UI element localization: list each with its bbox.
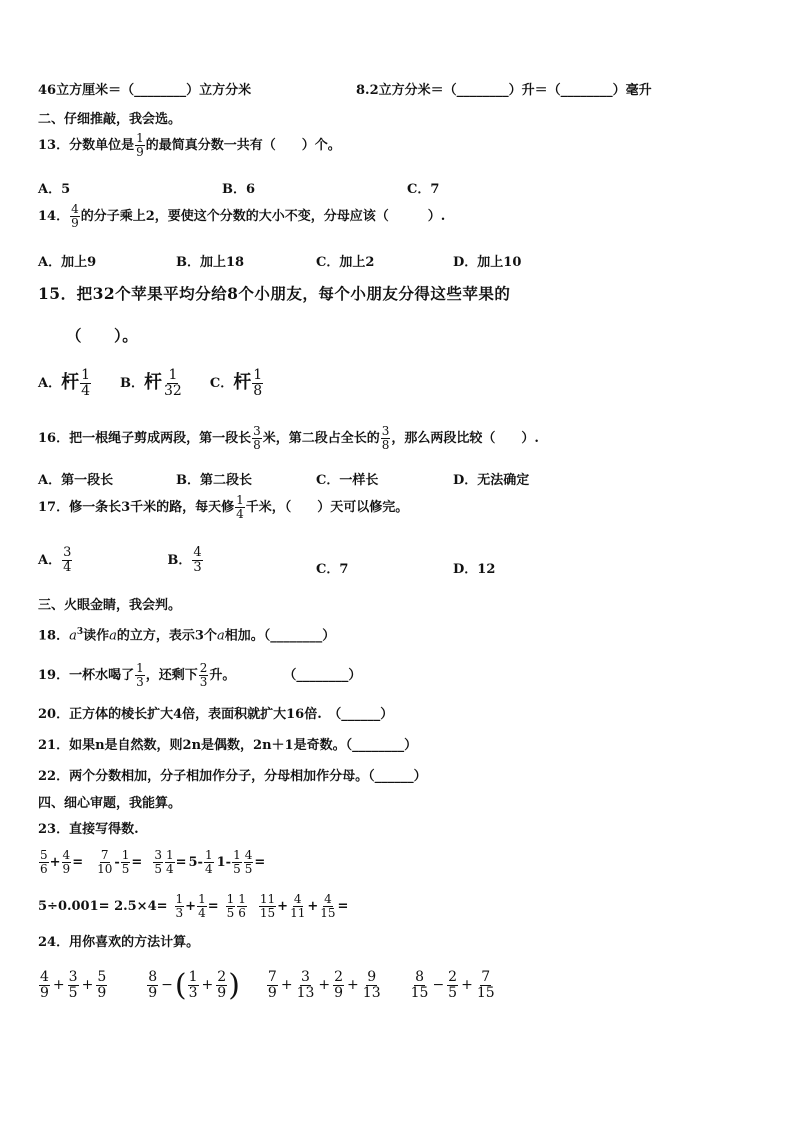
question-15-line-1: 15．把32个苹果平均分给8个小朋友，每个小朋友分得这些苹果的 [38, 284, 511, 303]
option-d[interactable]: D．12 [453, 562, 496, 577]
question-20: 20．正方体的棱长扩大4倍，表面积就扩大16倍. （______） [38, 707, 394, 722]
question-number: 16． [38, 430, 70, 446]
question-number: 13． [38, 137, 70, 153]
option-c[interactable]: C．一样长 [316, 473, 379, 488]
q23-row-1: $\frac{5}{6}$ + $\frac{4}{9}$ = $\frac{7}{10}$ - $\frac{1}{5}$ = $\frac{3}{5}$ $\frac{1}{4}$ = 5- $\frac{1}{4}$ 1- $\frac{1}{5}$ $\frac{4}{5}$ = [40, 848, 266, 876]
fraction: $\frac{3}{8}$ [253, 424, 261, 452]
fraction: $\frac{1}{6}$ [238, 892, 246, 920]
option-b-glyph: 杆 [144, 372, 163, 394]
fraction: $\frac{1}{4}$ [165, 848, 174, 876]
exponent: 3 [76, 627, 84, 637]
option-c[interactable]: C．7 [407, 182, 440, 197]
question-17 [38, 494, 408, 520]
question-13 [38, 132, 341, 158]
question-number: 17． [38, 499, 70, 515]
question-22: 22．两个分数相加，分子相加作分子，分母相加作分母。（______） [38, 769, 427, 784]
question-17-options [38, 546, 204, 574]
q24-expressions [38, 967, 497, 1003]
question-text: 的最简真分数一共有（ ）个。 [145, 137, 341, 153]
question-24-title: 24．用你喜欢的方法计算。 [38, 935, 200, 950]
fraction: $\frac{7}{10}$ [97, 848, 113, 876]
question-18 [38, 628, 335, 642]
option-d[interactable]: D．加上10 [453, 255, 522, 270]
option-b[interactable]: B．加上18 [176, 255, 245, 270]
fraction: $\frac{1}{5}$ [226, 892, 235, 920]
answer-blank: ________ [456, 83, 509, 98]
fraction: $\frac{4}{9}$ [62, 848, 71, 876]
q-dm3-suffix: ）毫升 [612, 83, 652, 98]
calc-text: 5÷0.001= 2.5×4= [38, 898, 168, 914]
fraction: $\frac{1}{3}$ [136, 661, 144, 689]
answer-blank[interactable]: （________） [283, 667, 362, 683]
fraction: $\frac{1}{8}$ [253, 367, 263, 399]
option-b-label[interactable]: B． [167, 552, 192, 568]
question-number: 14． [38, 208, 70, 224]
q-cm3-to-dm3-suffix: ）立方分米 [186, 83, 252, 98]
unit-conversion-line-2 [356, 84, 652, 97]
q-dm3-prefix: 8.2立方分米＝（ [356, 83, 457, 98]
question-16 [38, 425, 539, 451]
fraction: $\frac{5}{6}$ [40, 848, 48, 876]
expression-4: $\frac{8}{15}$ − $\frac{2}{5}$ + $\frac{7}{15}$ [410, 969, 495, 1001]
fraction: $\frac{1}{32}$ [164, 367, 182, 399]
question-text: 分数单位是 [69, 137, 135, 153]
question-text: 修一条长3千米的路，每天修 [69, 499, 235, 515]
option-d[interactable]: D．无法确定 [453, 473, 530, 488]
option-a-glyph: 杆 [61, 372, 80, 394]
question-text: 的分子乘上2，要使这个分数的大小不变，分母应该（ ）. [80, 208, 446, 224]
option-b[interactable]: B．第二段长 [176, 473, 252, 488]
q23-row-2: 5÷0.001= 2.5×4= $\frac{1}{3}$ + $\frac{1}{4}$ = $\frac{1}{5}$ $\frac{1}{6}$ $\frac{11}{15}$ + $\frac{4}{11}$ + $\frac{4}{15}$ = [38, 892, 349, 920]
option-a[interactable]: A．5 [38, 182, 71, 197]
fraction: $\frac{1}{3}$ [175, 892, 184, 920]
expression-2: $\frac{8}{9}$ − ( $\frac{1}{3}$ + $\frac{2}{9}$ ) [148, 967, 240, 1003]
fraction: $\frac{4}{3}$ [193, 545, 202, 575]
question-15-line-2: （ ）。 [66, 326, 139, 345]
fraction: $\frac{3}{8}$ [381, 424, 390, 452]
option-a[interactable]: A．第一段长 [38, 473, 114, 488]
answer-blank: ________ [560, 83, 613, 98]
fraction: $\frac{4}{11}$ [290, 892, 306, 920]
section-3-title: 三、火眼金睛，我会判。 [38, 598, 182, 613]
question-number: 19． [38, 667, 70, 683]
fraction: $\frac{4}{5}$ [244, 848, 253, 876]
question-text: ，那么两段比较（ ）. [391, 430, 539, 446]
question-19 [38, 662, 361, 688]
fraction: $\frac{1}{4}$ [198, 892, 206, 920]
answer-blank: ________ [134, 83, 187, 98]
section-4-title: 四、细心审题，我能算。 [38, 796, 182, 811]
fraction: $\frac{3}{5}$ [154, 848, 162, 876]
expression-1: $\frac{4}{9}$ + $\frac{3}{5}$ + $\frac{5}{9}$ [40, 969, 107, 1001]
question-15-options [38, 368, 264, 398]
question-14 [38, 203, 445, 229]
option-c[interactable]: C．7 [316, 562, 349, 577]
question-text: 把一根绳子剪成两段，第一段长 [69, 430, 252, 446]
question-text: 相加。（________） [224, 628, 336, 644]
fraction: $\frac{4}{9}$ [71, 202, 79, 230]
question-text: 一杯水喝了 [69, 667, 135, 683]
section-2-title: 二、仔细推敲，我会选。 [38, 112, 182, 127]
unit-conversion-line [38, 84, 251, 97]
option-a-label[interactable]: A． [38, 552, 62, 568]
fraction: $\frac{1}{4}$ [204, 848, 213, 876]
option-c-glyph: 杆 [233, 372, 252, 394]
variable-a: a [109, 628, 117, 644]
question-text: ，还剩下 [145, 667, 198, 683]
question-text: 米，第二段占全长的 [262, 430, 380, 446]
fraction: $\frac{1}{4}$ [81, 367, 91, 399]
q-dm3-mid: ）升＝（ [508, 83, 561, 98]
question-number: 18． [38, 628, 70, 644]
option-c-label[interactable]: C． [209, 375, 234, 391]
question-21: 21．如果n是自然数，则2n是偶数，2n＋1是奇数。（________） [38, 738, 418, 753]
variable-a: a [69, 628, 77, 644]
fraction: $\frac{11}{15}$ [259, 892, 276, 920]
question-text: 读作 [83, 628, 110, 644]
question-text: 千米，（ ）天可以修完。 [245, 499, 409, 515]
option-b[interactable]: B．6 [222, 182, 256, 197]
fraction: $\frac{1}{4}$ [236, 493, 244, 521]
question-text: 升。 [209, 667, 236, 683]
q-cm3-to-dm3-prefix: 46立方厘米＝（ [38, 83, 135, 98]
option-b-label[interactable]: B． [120, 375, 145, 391]
question-23-title: 23．直接写得数. [38, 822, 139, 837]
fraction: $\frac{3}{4}$ [63, 545, 72, 575]
expression-3: $\frac{7}{9}$ + $\frac{3}{13}$ + $\frac{2}{9}$ + $\frac{9}{13}$ [267, 969, 381, 1001]
fraction: $\frac{2}{3}$ [199, 661, 208, 689]
option-c[interactable]: C．加上2 [316, 255, 375, 270]
fraction: $\frac{1}{5}$ [233, 848, 241, 876]
variable-a: a [216, 628, 225, 644]
fraction: $\frac{1}{5}$ [121, 848, 130, 876]
option-a-label[interactable]: A． [38, 375, 62, 391]
fraction: $\frac{4}{15}$ [320, 892, 336, 920]
fraction: $\frac{1}{9}$ [136, 131, 144, 159]
question-text: 的立方，表示3个 [116, 628, 217, 644]
option-a[interactable]: A．加上9 [38, 255, 97, 270]
